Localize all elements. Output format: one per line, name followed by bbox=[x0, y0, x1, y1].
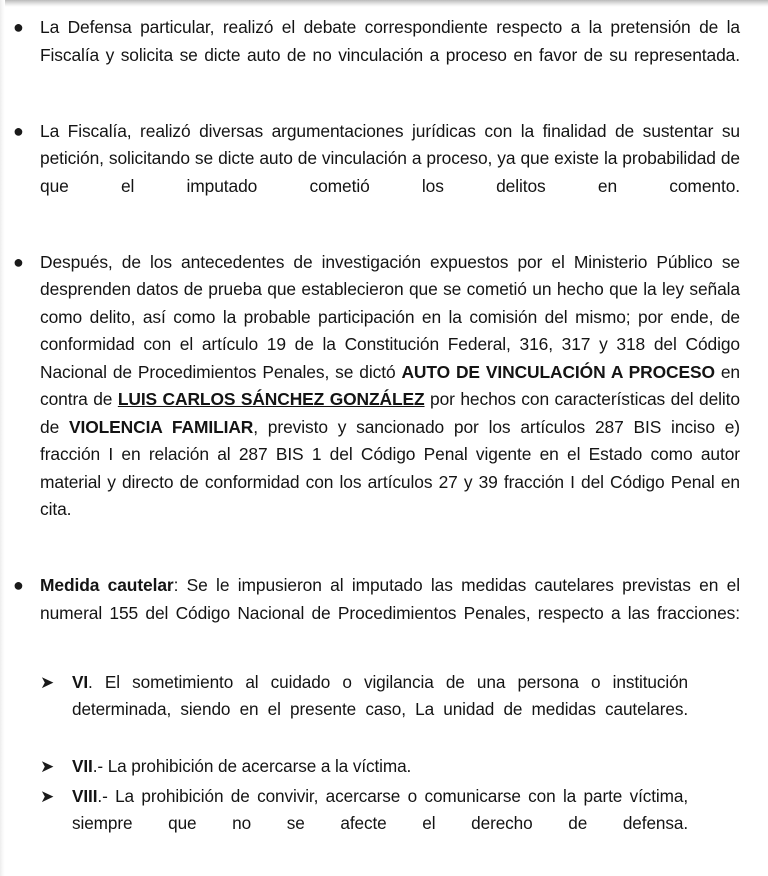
fraccion-body: La prohibición de convivir, acercarse o comunicarse con la parte víctima, siempre que no se afecte el derecho de defensa. bbox=[72, 785, 688, 833]
bullet-icon: ● bbox=[13, 251, 24, 272]
fraccion-numeral-suffix: .- bbox=[97, 785, 108, 806]
fraccion-text bbox=[72, 753, 688, 781]
fraccion-item-vii bbox=[40, 753, 740, 781]
paragraph-text bbox=[40, 14, 740, 97]
fraccion-numeral: VI bbox=[72, 671, 89, 692]
arrow-bullet-icon: ➤ bbox=[40, 672, 55, 692]
paragraph-segment: La Fiscalía, realizó diversas argumentaciones jurídicas con la finalidad de sustentar su petición, solicitando se dicte auto de vinculación a proceso, ya que existe la probabilidad de que el imputado cometió los delitos en comento. bbox=[40, 120, 740, 196]
paragraph-fiscalia bbox=[0, 118, 768, 228]
paragraph-segment-intro: Después, de los antecedentes de investigación expuestos por el Ministerio Público se desprenden datos de prueba que establecieron que se cometió un hecho que la ley señala como delito, así como la probable participación en la comisión del mismo; por ende, de conformidad con el artículo 19 de la Constitución Federal, 316, 317 y 318 del Código Nacional de Procedimientos Penales, se dictó bbox=[40, 251, 740, 382]
fraccion-item-vi bbox=[40, 669, 740, 752]
paragraph-auto-vinculacion bbox=[0, 249, 768, 552]
fraccion-numeral: VII bbox=[72, 756, 93, 776]
fraccion-numeral: VIII bbox=[72, 785, 98, 806]
paragraph-segment-connector: en contra de bbox=[40, 361, 741, 409]
paragraph-segment: La Defensa particular, realizó el debate correspondiente respecto a la pretensión de la Fiscalía y solicita se dicte auto de no vinculación a proceso en favor de su representada. bbox=[40, 17, 740, 65]
arrow-bullet-icon: ➤ bbox=[40, 757, 55, 776]
fraccion-body: La prohibición de acercarse a la víctima. bbox=[103, 756, 412, 776]
fraccion-body: El sometimiento al cuidado o vigilancia de una persona o institución determinada, siendo en el presente caso, La unidad de medidas cautelares. bbox=[72, 671, 688, 719]
emphasis-medida-cautelar: Medida cautelar bbox=[40, 575, 174, 595]
bullet-icon: ● bbox=[13, 17, 24, 37]
fraccion-numeral-suffix: .- bbox=[92, 756, 104, 776]
paragraph-segment-delito-lead: por hechos con características del delito de bbox=[40, 389, 740, 437]
paragraph-text bbox=[40, 249, 740, 552]
paragraph-defensa-particular bbox=[0, 14, 768, 97]
fracciones-list bbox=[40, 669, 740, 866]
arrow-bullet-icon: ➤ bbox=[40, 786, 55, 806]
paragraph-medida-cautelar bbox=[0, 572, 768, 865]
paragraph-text bbox=[40, 118, 740, 228]
fraccion-text bbox=[72, 783, 688, 866]
resolution-bullet-list bbox=[0, 14, 768, 865]
emphasis-violencia-familiar: VIOLENCIA FAMILIAR bbox=[68, 416, 254, 437]
fraccion-numeral-suffix: . bbox=[88, 671, 93, 692]
bullet-icon: ● bbox=[13, 120, 24, 141]
emphasis-defendant-name: LUIS CARLOS SÁNCHEZ GONZÁLEZ bbox=[117, 389, 425, 409]
paragraph-segment: : Se le impusieron al imputado las medidas cautelares previstas en el numeral 155 del Código Nacional de Procedimientos Penales, respecto a las fracciones: bbox=[40, 575, 740, 623]
paragraph-text bbox=[40, 572, 740, 655]
bullet-icon: ● bbox=[13, 575, 24, 595]
fraccion-item-viii bbox=[40, 783, 740, 866]
fraccion-text bbox=[72, 669, 688, 752]
paragraph-segment-tail: , previsto y sancionado por los artículos 287 BIS inciso e) fracción I en relación al 287 BIS 1 del Código Penal vigente en el Estado como autor material y directo de conformidad con los artículos 27 y 39 fracción I del Código Penal en cita. bbox=[40, 416, 740, 519]
emphasis-auto-vinculacion: AUTO DE VINCULACIÓN A PROCESO bbox=[401, 361, 715, 382]
